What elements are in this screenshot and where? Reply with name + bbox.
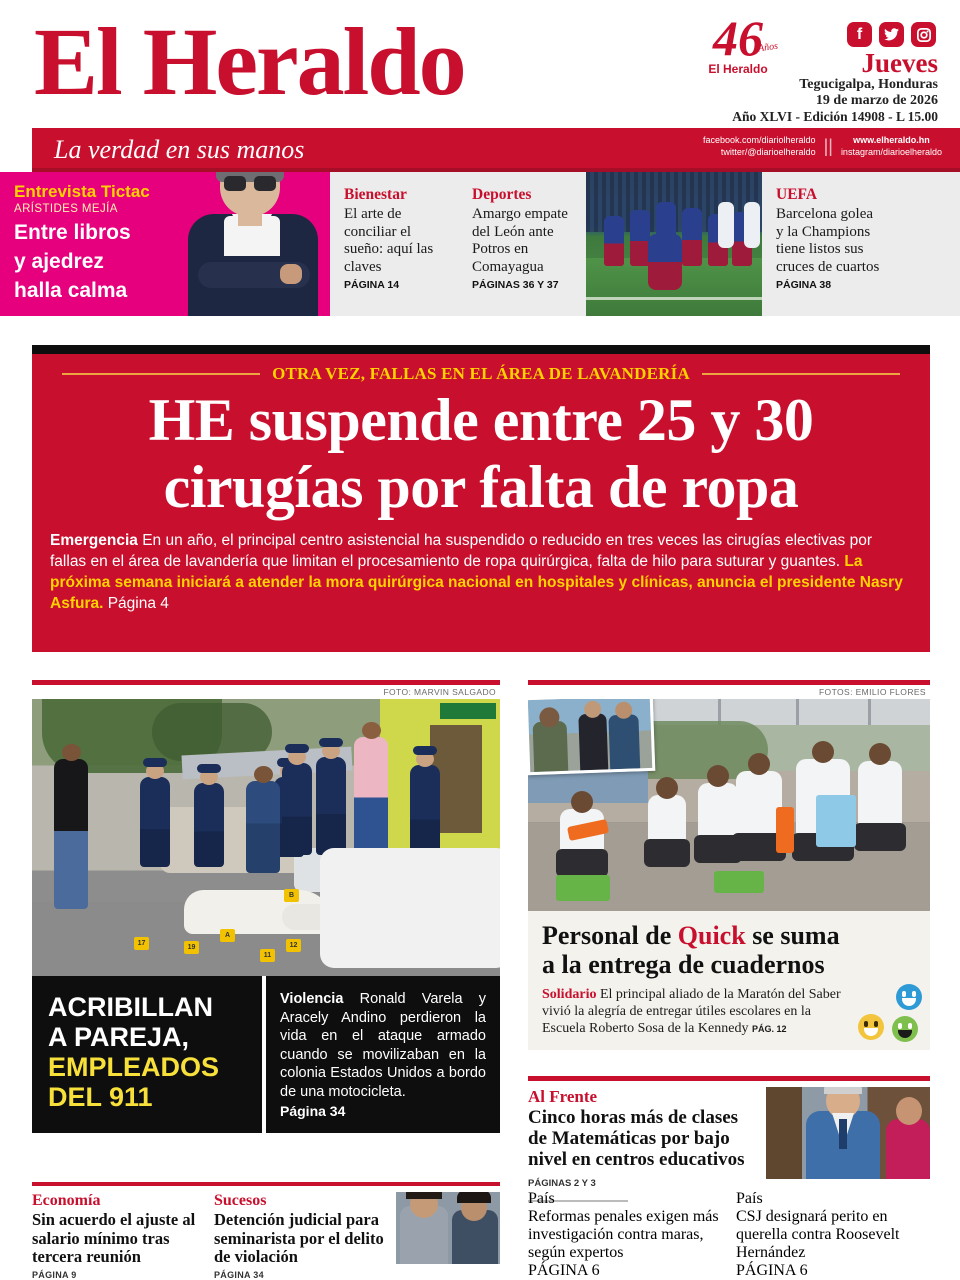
lead-body-text: En un año, el principal centro asistencial ha suspendido o reducido en tres veces las cirugías electivas por fallas en el área de lavandería que limitan el procesamiento de ropa quirúrgica, falta de hilo para suturar y guantes. — [50, 532, 872, 570]
crime-headline-box[interactable] — [32, 976, 262, 1133]
social-right-col — [841, 134, 942, 158]
al-frente-page: PÁGINAS 2 Y 3 — [528, 1178, 596, 1189]
quick-sub-page: PÁG. 12 — [751, 1024, 787, 1034]
kicker-rule-left — [62, 373, 260, 375]
quick-photo-credit: FOTOS: EMILIO FLORES — [818, 687, 926, 697]
brief-sucesos[interactable] — [214, 1192, 386, 1280]
anniversary-word: Años — [757, 40, 779, 55]
brief-kicker: País — [736, 1190, 763, 1207]
lead-body-page: Página 4 — [103, 595, 169, 612]
social-icons-row — [847, 22, 936, 47]
social-left-col — [703, 134, 816, 158]
lead-body — [50, 530, 912, 614]
slogan-text: La verdad en sus manos — [54, 135, 305, 164]
al-frente-rule — [528, 1076, 930, 1081]
promo-text: El arte de conciliar el sueño: aquí las claves — [344, 206, 434, 275]
smiley-green-icon — [892, 1016, 918, 1042]
slogan-bar — [32, 128, 960, 172]
brief-kicker: Economía — [32, 1192, 101, 1209]
crime-story[interactable] — [32, 680, 500, 1133]
left-briefs-group — [32, 1182, 500, 1280]
evidence-marker: 12 — [286, 939, 301, 952]
al-frente-headline — [528, 1107, 756, 1194]
right-briefs-group — [528, 1190, 930, 1280]
brief-pais-1[interactable] — [528, 1190, 722, 1280]
facebook-url[interactable]: facebook.com/diariolheraldo — [703, 135, 816, 145]
instagram-url[interactable]: instagram/diarioelheraldo — [840, 147, 942, 157]
al-frente-text — [528, 1087, 756, 1194]
lead-story-block[interactable] — [32, 345, 930, 652]
promo-page: PÁGINA 14 — [344, 279, 400, 291]
evidence-marker: B — [284, 889, 299, 902]
crime-headline-line-1: ACRIBILLAN — [48, 992, 213, 1022]
school-children-photo — [528, 699, 930, 911]
crime-caption-label: Violencia — [280, 991, 344, 1007]
smiley-yellow-icon — [858, 1014, 884, 1040]
crime-headline-line-3: EMPLEADOS — [48, 1052, 220, 1082]
lead-headline-line-2: cirugías por falta de ropa — [163, 454, 799, 520]
promo-feature-headline-1: Entre libros — [14, 221, 131, 244]
al-frente-row — [528, 1087, 930, 1194]
left-briefs-rule — [32, 1182, 500, 1186]
location-label: Tegucigalpa, Honduras — [799, 77, 938, 92]
logo-text: El Heraldo — [34, 8, 465, 115]
instagram-icon[interactable] — [911, 22, 936, 47]
twitter-url[interactable]: twitter/@diarioelheraldo — [720, 147, 816, 157]
promo-text: Barcelona golea y la Champions tiene listos sus cruces de cuartos — [776, 206, 880, 275]
al-frente-story[interactable] — [528, 1076, 930, 1208]
promo-feature-subject: ARÍSTIDES MEJÍA — [14, 203, 118, 215]
promo-item-bienestar[interactable] — [330, 172, 458, 316]
quick-sub-text: El principal aliado de la Maratón del Saber vivió la alegría de entregar útiles escolares en la Escuela Roberto Sosa de la Kennedy — [542, 987, 841, 1036]
lead-kicker: OTRA VEZ, FALLAS EN EL ÁREA DE LAVANDERÍA — [272, 364, 690, 383]
promo-strip — [0, 172, 960, 316]
newspaper-logo[interactable] — [34, 8, 465, 115]
lead-body-highlight: La próxima semana iniciará a atender la mora quirúrgica nacional en hospitales y clínicas, anuncia el presidente Nasry Asfura. — [50, 553, 903, 612]
crime-caption-text: Ronald Varela y Aracely Andino perdieron la vida en el ataque armado cuando se movilizaban en la colonia Estados Unidos a bordo de una motocicleta. — [280, 991, 486, 1100]
quick-text-box — [528, 911, 930, 1050]
quick-headline-pre: Personal de — [542, 921, 678, 950]
brief-headline: Sin acuerdo el ajuste al salario mínimo tras tercera reunión — [32, 1210, 196, 1266]
smiley-blue-icon — [896, 984, 922, 1010]
sucesos-photo — [396, 1192, 500, 1264]
quick-headline-line-1 — [542, 921, 916, 950]
handshake-inset-photo — [528, 699, 655, 775]
promo-page: PÁGINAS 36 Y 37 — [472, 279, 559, 291]
brief-kicker: País — [528, 1190, 555, 1207]
brief-headline: Reformas penales exigen más investigación contra maras, según expertos — [528, 1208, 719, 1261]
lead-headline-line-1: HE suspende entre 25 y 30 — [148, 387, 814, 453]
promo-feature-headline-3: halla calma — [14, 279, 128, 302]
promo-feature-headline-2: y ajedrez — [14, 250, 104, 273]
website-url[interactable]: www.elheraldo.hn — [853, 135, 930, 145]
promo-page: PÁGINA 38 — [776, 279, 832, 291]
twitter-icon[interactable] — [879, 22, 904, 47]
edition-label: Año XLVI - Edición 14908 - L 15.00 — [732, 109, 938, 124]
date-block — [732, 50, 938, 125]
crime-caption-box — [262, 976, 500, 1133]
brief-page: PÁGINA 9 — [32, 1269, 77, 1280]
promo-item-deportes[interactable] — [458, 172, 586, 316]
lead-kicker-row — [32, 354, 930, 384]
brief-pais-2[interactable] — [736, 1190, 930, 1280]
quick-headline-line-2: a la entrega de cuadernos — [542, 950, 825, 979]
evidence-marker: A — [220, 929, 235, 942]
al-frente-headline-text: Cinco horas más de clases de Matemáticas por bajo nivel en centros educativos — [528, 1107, 745, 1170]
promo-kicker: Bienestar — [344, 186, 407, 203]
left-briefs-grid — [32, 1192, 500, 1280]
promo-item-uefa[interactable] — [762, 172, 890, 316]
kicker-rule-right — [702, 373, 900, 375]
evidence-marker: 11 — [260, 949, 275, 962]
quick-story[interactable] — [528, 680, 930, 1050]
quick-headline-post: se suma — [745, 921, 840, 950]
quick-sub-label: Solidario — [542, 987, 597, 1002]
brief-kicker: Sucesos — [214, 1192, 267, 1209]
lead-body-label: Emergencia — [50, 532, 138, 549]
evidence-marker: 19 — [184, 941, 199, 954]
anniversary-brand: El Heraldo — [708, 62, 768, 76]
date-label: 19 de marzo de 2026 — [815, 93, 938, 108]
al-frente-kicker: Al Frente — [528, 1087, 598, 1106]
al-frente-photo — [766, 1087, 930, 1179]
crime-headline-line-2: A PAREJA, — [48, 1022, 190, 1052]
brief-headline: Detención judicial para seminarista por el delito de violación — [214, 1210, 384, 1266]
crime-headline-line-4: DEL 911 — [48, 1082, 153, 1112]
brief-page: PÁGINA 6 — [736, 1262, 808, 1279]
masthead — [0, 0, 960, 128]
quick-brand: Quick — [677, 921, 746, 950]
promo-feature-interview[interactable] — [0, 172, 330, 316]
crime-caption-page: Página 34 — [280, 1103, 346, 1119]
crime-caption-row — [32, 976, 500, 1133]
crime-photo-credit: FOTO: MARVIN SALGADO — [383, 687, 496, 697]
social-links-group — [703, 134, 942, 158]
social-divider: || — [823, 136, 833, 156]
anniversary-number: 46 — [713, 10, 763, 66]
promo-feature-kicker: Entrevista Tictac — [14, 182, 150, 201]
brief-headline: CSJ designará perito en querella contra Roosevelt Hernández — [736, 1208, 900, 1261]
interview-subject-photo — [168, 172, 330, 316]
emoji-group — [858, 984, 922, 1042]
promo-soccer-photo — [586, 172, 762, 316]
brief-page: PÁGINA 34 — [214, 1269, 264, 1280]
brief-page: PÁGINA 6 — [528, 1262, 600, 1279]
promo-kicker: Deportes — [472, 186, 532, 203]
promo-text: Amargo empate del León ante Potros en Comayagua — [472, 206, 568, 275]
crime-scene-photo — [32, 699, 500, 976]
facebook-icon[interactable]: f — [847, 22, 872, 47]
brief-economia[interactable] — [32, 1192, 204, 1280]
evidence-marker: 17 — [134, 937, 149, 950]
promo-kicker: UEFA — [776, 186, 818, 203]
main-body — [0, 662, 960, 1280]
weekday-label: Jueves — [861, 48, 938, 78]
